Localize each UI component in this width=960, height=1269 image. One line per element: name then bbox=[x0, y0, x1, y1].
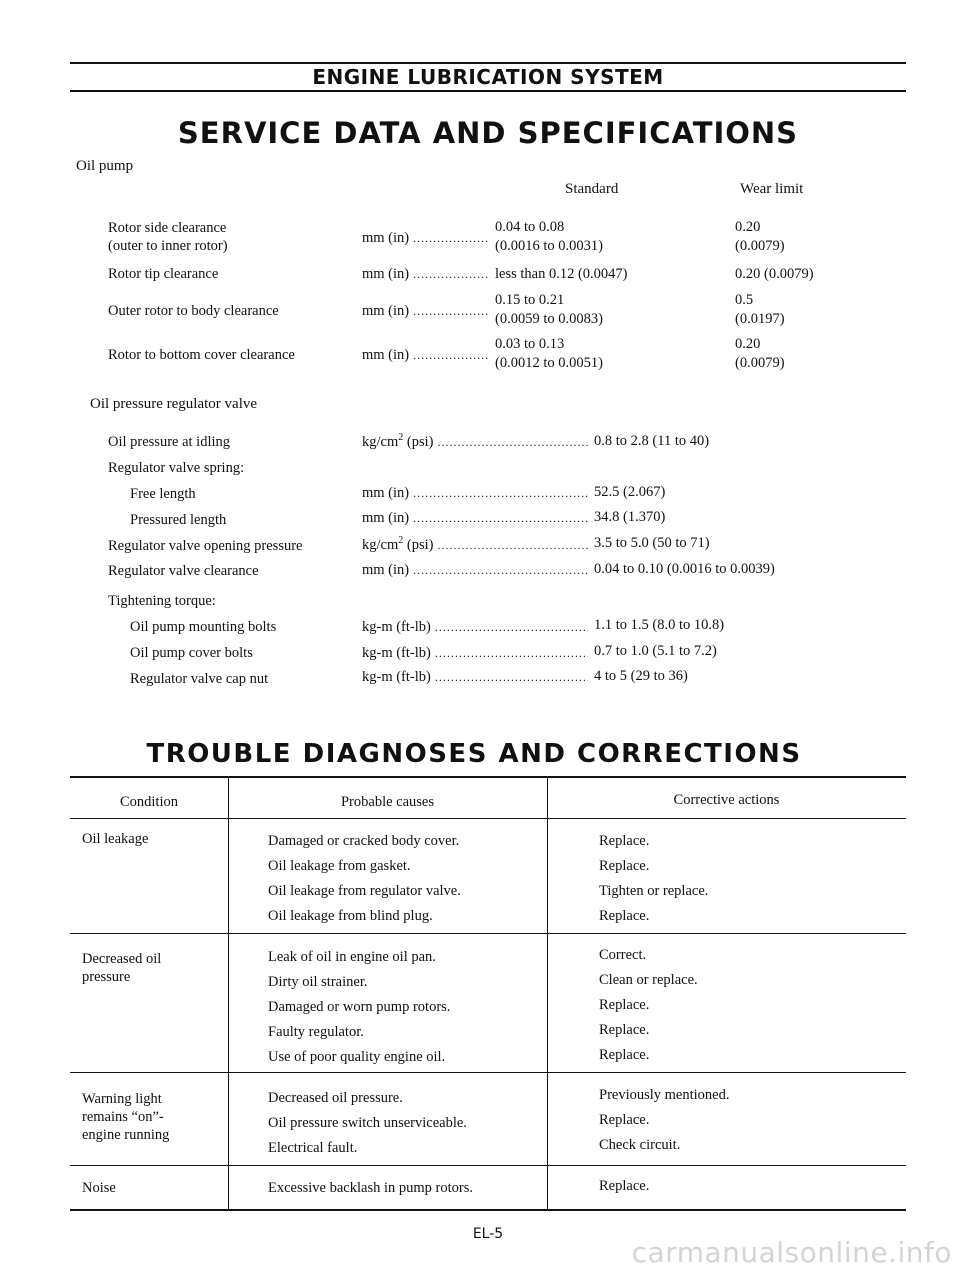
spec-wear: 0.20 (0.0079) bbox=[735, 266, 814, 282]
spec-standard-sub: (0.0012 to 0.0051) bbox=[495, 355, 603, 371]
spec-item: Pressured length bbox=[130, 512, 227, 528]
spec-value: 0.04 to 0.10 (0.0016 to 0.0039) bbox=[594, 561, 775, 577]
spec-value: 4 to 5 (29 to 36) bbox=[594, 668, 688, 684]
column-header-standard: Standard bbox=[565, 181, 619, 197]
spec-standard: 0.04 to 0.08 bbox=[495, 219, 565, 235]
spec-unit: $kg/cm^2$ (psi) ..... bbox=[362, 535, 588, 554]
table-row-actions: Previously mentioned. Replace. Check circuit. bbox=[599, 1087, 730, 1153]
spec-item: Free length bbox=[130, 486, 196, 502]
column-header-wear-limit: Wear limit bbox=[740, 181, 804, 197]
table-row-condition: Oil leakage bbox=[82, 831, 149, 847]
table-row-condition: Noise bbox=[82, 1180, 116, 1196]
table-row-rule bbox=[70, 933, 906, 934]
spec-item: Rotor side clearance bbox=[108, 220, 227, 236]
section-title: ENGINE LUBRICATION SYSTEM bbox=[312, 65, 664, 89]
spec-unit: kg-m (ft-lb) ..... bbox=[362, 669, 588, 686]
trouble-title: TROUBLE DIAGNOSES AND CORRECTIONS bbox=[146, 739, 802, 769]
spec-item: Regulator valve spring: bbox=[108, 460, 245, 476]
spec-item: Regulator valve opening pressure bbox=[108, 538, 303, 554]
spec-value: 3.5 to 5.0 (50 to 71) bbox=[594, 535, 710, 551]
table-row-causes: Decreased oil pressure. Oil pressure switch unserviceable. Electrical fault. bbox=[268, 1090, 467, 1156]
table-rule-header bbox=[70, 818, 906, 819]
watermark: carmanualsonline.info bbox=[631, 1236, 952, 1269]
spec-value: 0.7 to 1.0 (5.1 to 7.2) bbox=[594, 643, 717, 659]
spec-standard-sub: (0.0016 to 0.0031) bbox=[495, 238, 603, 254]
table-row-actions: Replace. Replace. Tighten or replace. Replace. bbox=[599, 833, 709, 924]
spec-unit: mm (in) ..... bbox=[362, 562, 588, 579]
spec-wear-sub: (0.0079) bbox=[735, 238, 785, 254]
spec-value: 52.5 (2.067) bbox=[594, 484, 666, 500]
spec-unit: mm (in) ..... bbox=[362, 510, 588, 527]
page-number: EL-5 bbox=[472, 1226, 504, 1242]
table-row-rule bbox=[70, 1072, 906, 1073]
table-row-causes: Leak of oil in engine oil pan. Dirty oil strainer. Damaged or worn pump rotors. Faulty regulator. Use of poor quality engine oil. bbox=[268, 949, 451, 1065]
spec-unit: mm (in) ..... bbox=[362, 266, 490, 283]
spec-wear: 0.20 bbox=[735, 336, 761, 352]
spec-wear: 0.5 bbox=[735, 292, 754, 308]
table-row-actions: Correct. Clean or replace. Replace. Replace. Replace. bbox=[599, 947, 698, 1063]
table-header-causes: Probable causes bbox=[340, 794, 434, 810]
spec-value: 34.8 (1.370) bbox=[594, 509, 666, 525]
spec-unit: $kg/cm^2$ (psi) ..... bbox=[362, 432, 588, 451]
spec-standard: 0.15 to 0.21 bbox=[495, 292, 565, 308]
spec-unit: kg-m (ft-lb) ..... bbox=[362, 619, 588, 636]
group-label-regulator: Oil pressure regulator valve bbox=[90, 396, 258, 412]
table-header-condition: Condition bbox=[119, 794, 178, 810]
header-rule-bottom bbox=[70, 90, 906, 92]
header-rule-top bbox=[70, 62, 906, 64]
spec-value: 1.1 to 1.5 (8.0 to 10.8) bbox=[594, 617, 725, 633]
spec-item: Rotor tip clearance bbox=[108, 266, 219, 282]
table-row-rule bbox=[70, 1165, 906, 1166]
spec-item: Tightening torque: bbox=[108, 593, 216, 609]
spec-unit: mm (in) ..... bbox=[362, 303, 490, 320]
spec-unit: mm (in) ..... bbox=[362, 485, 588, 502]
spec-item: Outer rotor to body clearance bbox=[108, 303, 279, 319]
spec-item: Regulator valve clearance bbox=[108, 563, 259, 579]
table-row-causes: Damaged or cracked body cover. Oil leakage from gasket. Oil leakage from regulator valve. Oil leakage from blind plug. bbox=[268, 833, 461, 924]
table-row-causes: Excessive backlash in pump rotors. bbox=[268, 1180, 473, 1196]
table-divider-2 bbox=[547, 778, 548, 1210]
page-title: SERVICE DATA AND SPECIFICATIONS bbox=[177, 116, 799, 150]
spec-wear-sub: (0.0197) bbox=[735, 311, 785, 327]
spec-unit: kg-m (ft-lb) ..... bbox=[362, 645, 588, 662]
spec-item: Oil pump cover bolts bbox=[130, 645, 253, 661]
table-row-condition: Warning light remains “on”- engine running bbox=[82, 1091, 170, 1143]
table-row-actions: Replace. bbox=[599, 1178, 650, 1194]
spec-unit: mm (in) ..... bbox=[362, 230, 490, 247]
spec-standard: less than 0.12 (0.0047) bbox=[495, 266, 628, 282]
spec-item: Regulator valve cap nut bbox=[130, 671, 269, 687]
spec-item: Oil pressure at idling bbox=[108, 434, 231, 450]
spec-item: Oil pump mounting bolts bbox=[130, 619, 277, 635]
spec-standard-sub: (0.0059 to 0.0083) bbox=[495, 311, 603, 327]
table-rule-top bbox=[70, 776, 906, 778]
spec-item: Rotor to bottom cover clearance bbox=[108, 347, 295, 363]
group-label-oil-pump: Oil pump bbox=[76, 158, 134, 174]
spec-item-sub: (outer to inner rotor) bbox=[108, 238, 228, 254]
table-row-condition: Decreased oil pressure bbox=[82, 951, 162, 985]
spec-wear: 0.20 bbox=[735, 219, 761, 235]
spec-standard: 0.03 to 0.13 bbox=[495, 336, 565, 352]
table-header-actions: Corrective actions bbox=[673, 792, 780, 808]
table-divider-1 bbox=[228, 778, 229, 1210]
table-rule-bottom bbox=[70, 1209, 906, 1211]
spec-unit: mm (in) ..... bbox=[362, 347, 490, 364]
spec-wear-sub: (0.0079) bbox=[735, 355, 785, 371]
spec-value: 0.8 to 2.8 (11 to 40) bbox=[594, 433, 710, 449]
